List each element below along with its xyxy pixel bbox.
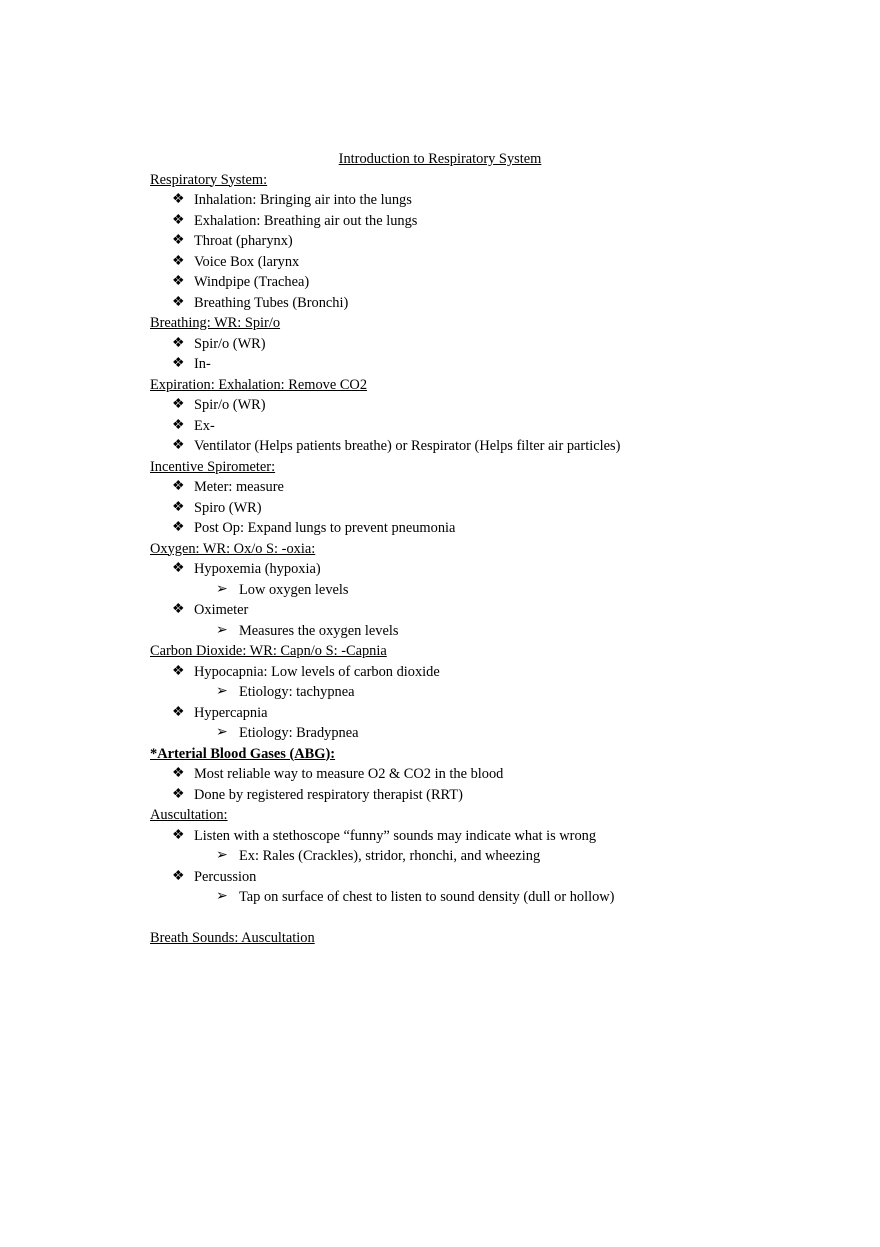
list-item: [150, 211, 790, 232]
sub-list-item: [150, 887, 790, 908]
list-item-text: Ventilator (Helps patients breathe) or Respirator (Helps filter air particles): [194, 438, 621, 454]
sections-container: [150, 170, 790, 908]
list-item: [150, 826, 790, 847]
sub-list-item-text: Tap on surface of chest to listen to sound density (dull or hollow): [239, 889, 615, 905]
sub-list-item-text: Measures the oxygen levels: [239, 622, 399, 639]
list-item: [150, 498, 790, 519]
list-item-text: Oximeter: [194, 602, 249, 618]
diamond-bullet-icon: ❖: [172, 417, 185, 433]
list-item-text: In-: [194, 356, 211, 372]
diamond-bullet-icon: ❖: [172, 561, 185, 576]
list-item-text: Inhalation: Bringing air into the lungs: [194, 192, 412, 208]
diamond-bullet-icon: ❖: [172, 499, 185, 515]
diamond-bullet-icon: ❖: [172, 212, 185, 228]
diamond-bullet-icon: ❖: [172, 663, 185, 679]
list-item-text: Hypoxemia (hypoxia): [194, 561, 321, 577]
section-heading: Breathing: WR: Spir/o: [150, 315, 281, 331]
list-item-text: Hypercapnia: [194, 704, 268, 721]
section-heading: Carbon Dioxide: WR: Capn/o S: -Capnia: [150, 643, 387, 659]
list-item: [150, 190, 790, 211]
list-item-text: Windpipe (Trachea): [194, 274, 310, 290]
list-item-text: Hypocapnia: Low levels of carbon dioxide: [194, 663, 440, 680]
arrow-bullet-icon: ➢: [216, 684, 228, 699]
section-heading: Oxygen: WR: Ox/o S: -oxia:: [150, 540, 316, 557]
list-item-text: Throat (pharynx): [194, 233, 293, 249]
list-item: [150, 354, 790, 375]
arrow-bullet-icon: ➢: [216, 581, 228, 597]
arrow-bullet-icon: ➢: [216, 622, 228, 638]
list-item: [150, 867, 790, 888]
arrow-bullet-icon: ➢: [216, 848, 228, 863]
section-heading: Respiratory System:: [150, 171, 268, 188]
list-item: [150, 477, 790, 498]
list-item: [150, 293, 790, 314]
diamond-bullet-icon: ❖: [172, 766, 185, 781]
list-item-text: Percussion: [194, 868, 257, 885]
list-item-text: Spiro (WR): [194, 499, 262, 516]
list-item: [150, 272, 790, 293]
list-item: [150, 436, 790, 457]
list-item: [150, 559, 790, 580]
list-item-text: Most reliable way to measure O2 & CO2 in the blood: [194, 766, 504, 782]
list-item-text: Post Op: Expand lungs to prevent pneumonia: [194, 520, 456, 536]
section-heading-breath-sounds: Breath Sounds: Auscultation: [150, 930, 315, 946]
list-item: [150, 252, 790, 273]
diamond-bullet-icon: ❖: [172, 827, 185, 843]
arrow-bullet-icon: ➢: [216, 725, 228, 740]
diamond-bullet-icon: ❖: [172, 335, 185, 351]
diamond-bullet-icon: ❖: [172, 868, 185, 884]
sub-list-item-text: Low oxygen levels: [239, 581, 349, 598]
diamond-bullet-icon: ❖: [172, 479, 185, 494]
diamond-bullet-icon: ❖: [172, 274, 185, 289]
list-item: [150, 703, 790, 724]
sub-list-item: [150, 846, 790, 867]
list-item: [150, 334, 790, 355]
list-item-text: Spir/o (WR): [194, 397, 266, 413]
list-item-text: Ex-: [194, 417, 215, 434]
list-item: [150, 600, 790, 621]
list-item: [150, 518, 790, 539]
section-heading: Incentive Spirometer:: [150, 458, 276, 475]
list-item: [150, 662, 790, 683]
arrow-bullet-icon: ➢: [216, 889, 228, 904]
sub-list-item-text: Ex: Rales (Crackles), stridor, rhonchi, and wheezing: [239, 848, 541, 864]
diamond-bullet-icon: ❖: [172, 786, 185, 802]
list-item-text: Breathing Tubes (Bronchi): [194, 294, 349, 311]
sub-list-item-text: Etiology: Bradypnea: [239, 725, 359, 741]
document-body: [150, 149, 790, 949]
diamond-bullet-icon: ❖: [172, 233, 185, 248]
list-item: [150, 785, 790, 806]
diamond-bullet-icon: ❖: [172, 397, 185, 412]
blank-line: [150, 908, 790, 929]
section-heading: *Arterial Blood Gases (ABG):: [150, 745, 336, 762]
list-item: [150, 764, 790, 785]
diamond-bullet-icon: ❖: [172, 253, 185, 269]
section-heading: Auscultation:: [150, 807, 228, 823]
diamond-bullet-icon: ❖: [172, 602, 185, 617]
document-title: Introduction to Respiratory System: [338, 151, 542, 167]
list-item-text: Spir/o (WR): [194, 335, 266, 352]
list-item: [150, 395, 790, 416]
diamond-bullet-icon: ❖: [172, 438, 185, 453]
diamond-bullet-icon: ❖: [172, 520, 185, 535]
sub-list-item: [150, 723, 790, 744]
list-item-text: Voice Box (larynx: [194, 253, 300, 270]
sub-list-item: [150, 621, 790, 642]
list-item-text: Done by registered respiratory therapist (RRT): [194, 786, 463, 803]
list-item-text: Listen with a stethoscope “funny” sounds may indicate what is wrong: [194, 827, 597, 844]
sub-list-item: [150, 580, 790, 601]
sub-list-item: [150, 682, 790, 703]
list-item: [150, 231, 790, 252]
section-heading: Expiration: Exhalation: Remove CO2: [150, 376, 368, 393]
diamond-bullet-icon: ❖: [172, 192, 185, 207]
diamond-bullet-icon: ❖: [172, 704, 185, 720]
diamond-bullet-icon: ❖: [172, 294, 185, 310]
sub-list-item-text: Etiology: tachypnea: [239, 684, 355, 700]
list-item-text: Exhalation: Breathing air out the lungs: [194, 212, 418, 229]
diamond-bullet-icon: ❖: [172, 356, 185, 371]
list-item-text: Meter: measure: [194, 479, 284, 495]
list-item: [150, 416, 790, 437]
